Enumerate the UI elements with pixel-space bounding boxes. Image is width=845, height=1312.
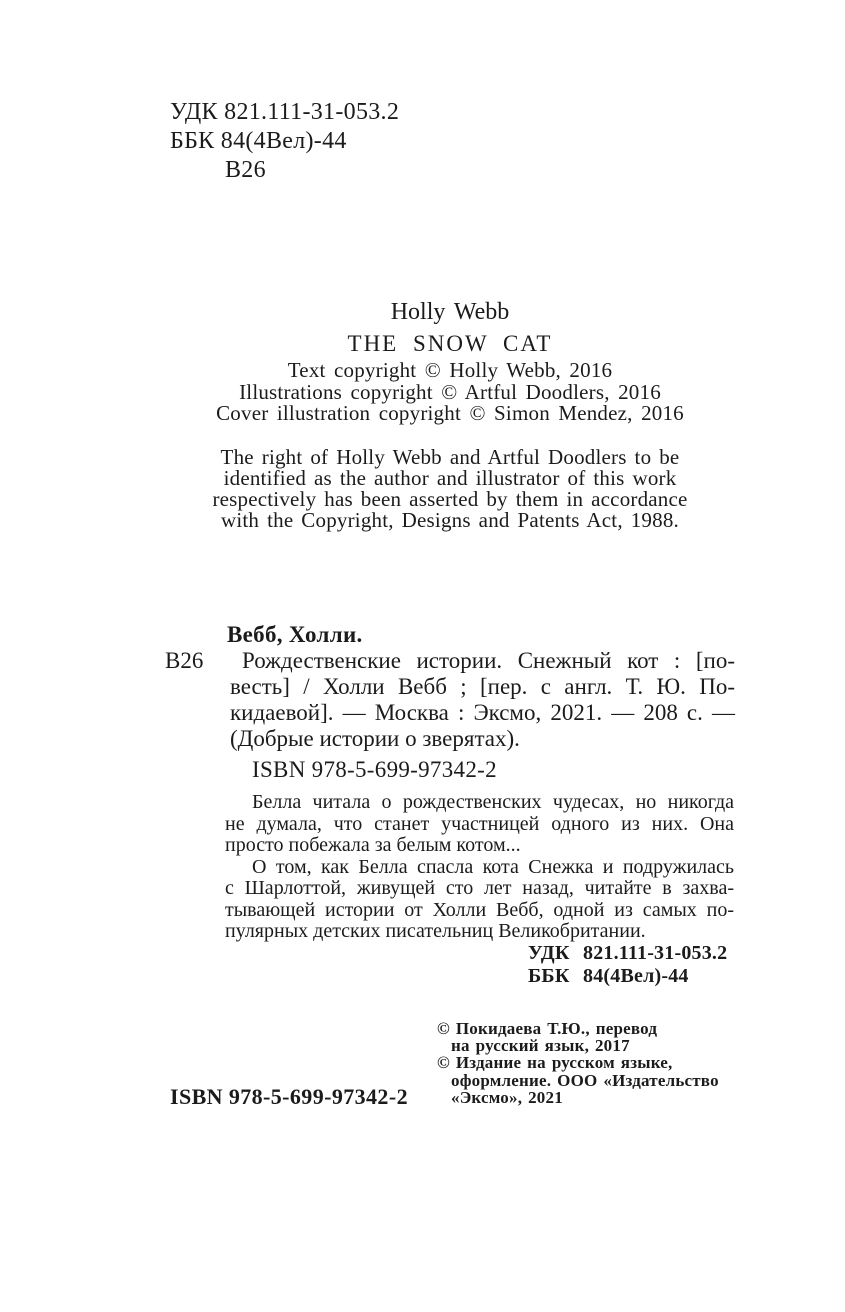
rights-line: with the Copyright, Designs and Patents Act, 1988. [221, 508, 679, 532]
annotation-line: тывающей истории от Холли Вебб, одной из самых по- [225, 898, 734, 921]
author-sign: В26 [225, 157, 266, 183]
edition-copyright-line: «Эксмо», 2021 [451, 1087, 563, 1107]
bib-entry-code: В26 [165, 648, 204, 673]
original-edition-block [170, 297, 730, 425]
annotation-line: просто побежала за белым котом... [225, 834, 521, 856]
annotation-line: Белла читала о рождественских чудесах, но никогда [252, 791, 734, 813]
bottom-udk-line [528, 942, 727, 965]
rights-line: respectively has been asserted by them in accordance [212, 487, 688, 511]
bib-author-header: Вебб, Холли. [227, 622, 363, 647]
illustrations-copyright-line: Illustrations copyright © Artful Doodlers, 2016 [239, 379, 661, 404]
original-author: Holly Webb [390, 299, 510, 325]
bbk-label: ББК [528, 964, 570, 987]
isbn-line: ISBN 978-5-699-97342-2 [252, 757, 497, 782]
rights-line: The right of Holly Webb and Artful Doodlers to be [220, 445, 680, 469]
bib-description-line: кидаевой]. — Москва : Эксмо, 2021. — 208 с. — [230, 700, 735, 725]
isbn-bottom: ISBN 978-5-699-97342-2 [170, 1084, 408, 1109]
bib-description [230, 648, 735, 752]
translation-copyright-line: © Покидаева Т.Ю., перевод [437, 1019, 658, 1038]
udk-label: УДК [528, 942, 570, 964]
annotation-line: О том, как Белла спасла кота Снежка и подружилась [252, 855, 734, 878]
classification-codes-top [170, 98, 399, 185]
translation-copyright-block [437, 1020, 719, 1106]
text-copyright-line: Text copyright © Holly Webb, 2016 [287, 358, 613, 382]
rights-notice [170, 447, 730, 531]
annotation-line: пулярных детских писательниц Великобритании. [225, 920, 646, 942]
bottom-bbk-line [528, 965, 727, 988]
annotation-line: с Шарлоттой, живущей сто лет назад, читайте в захва- [225, 877, 734, 899]
udk-code-line: УДК 821.111-31-053.2 [170, 99, 400, 125]
udk-value: 821.111-31-053.2 [583, 942, 728, 964]
bbk-value: 84(4Вел)-44 [583, 964, 689, 987]
edition-copyright-line: оформление. ООО «Издательство [451, 1070, 719, 1090]
annotation-line: не думала, что станет участницей одного из них. Она [225, 812, 734, 835]
translation-copyright-line: на русский язык, 2017 [451, 1036, 630, 1056]
bbk-code-line: ББК 84(4Вел)-44 [170, 128, 347, 154]
bib-description-line: весть] / Холли Вебб ; [пер. с англ. Т. Ю. По- [230, 674, 735, 699]
original-title: THE SNOW CAT [347, 331, 553, 356]
bib-description-line: Рождественские истории. Снежный кот : [по- [242, 648, 735, 673]
annotation [225, 792, 734, 943]
bib-description-line: (Добрые истории о зверятах). [230, 726, 520, 751]
rights-line: identified as the author and illustrator of this work [223, 466, 677, 490]
bibliographic-entry [165, 622, 735, 752]
edition-copyright-line: © Издание на русском языке, [437, 1053, 673, 1073]
classification-codes-bottom [528, 942, 727, 987]
cover-copyright-line: Cover illustration copyright © Simon Mendez, 2016 [216, 401, 684, 425]
